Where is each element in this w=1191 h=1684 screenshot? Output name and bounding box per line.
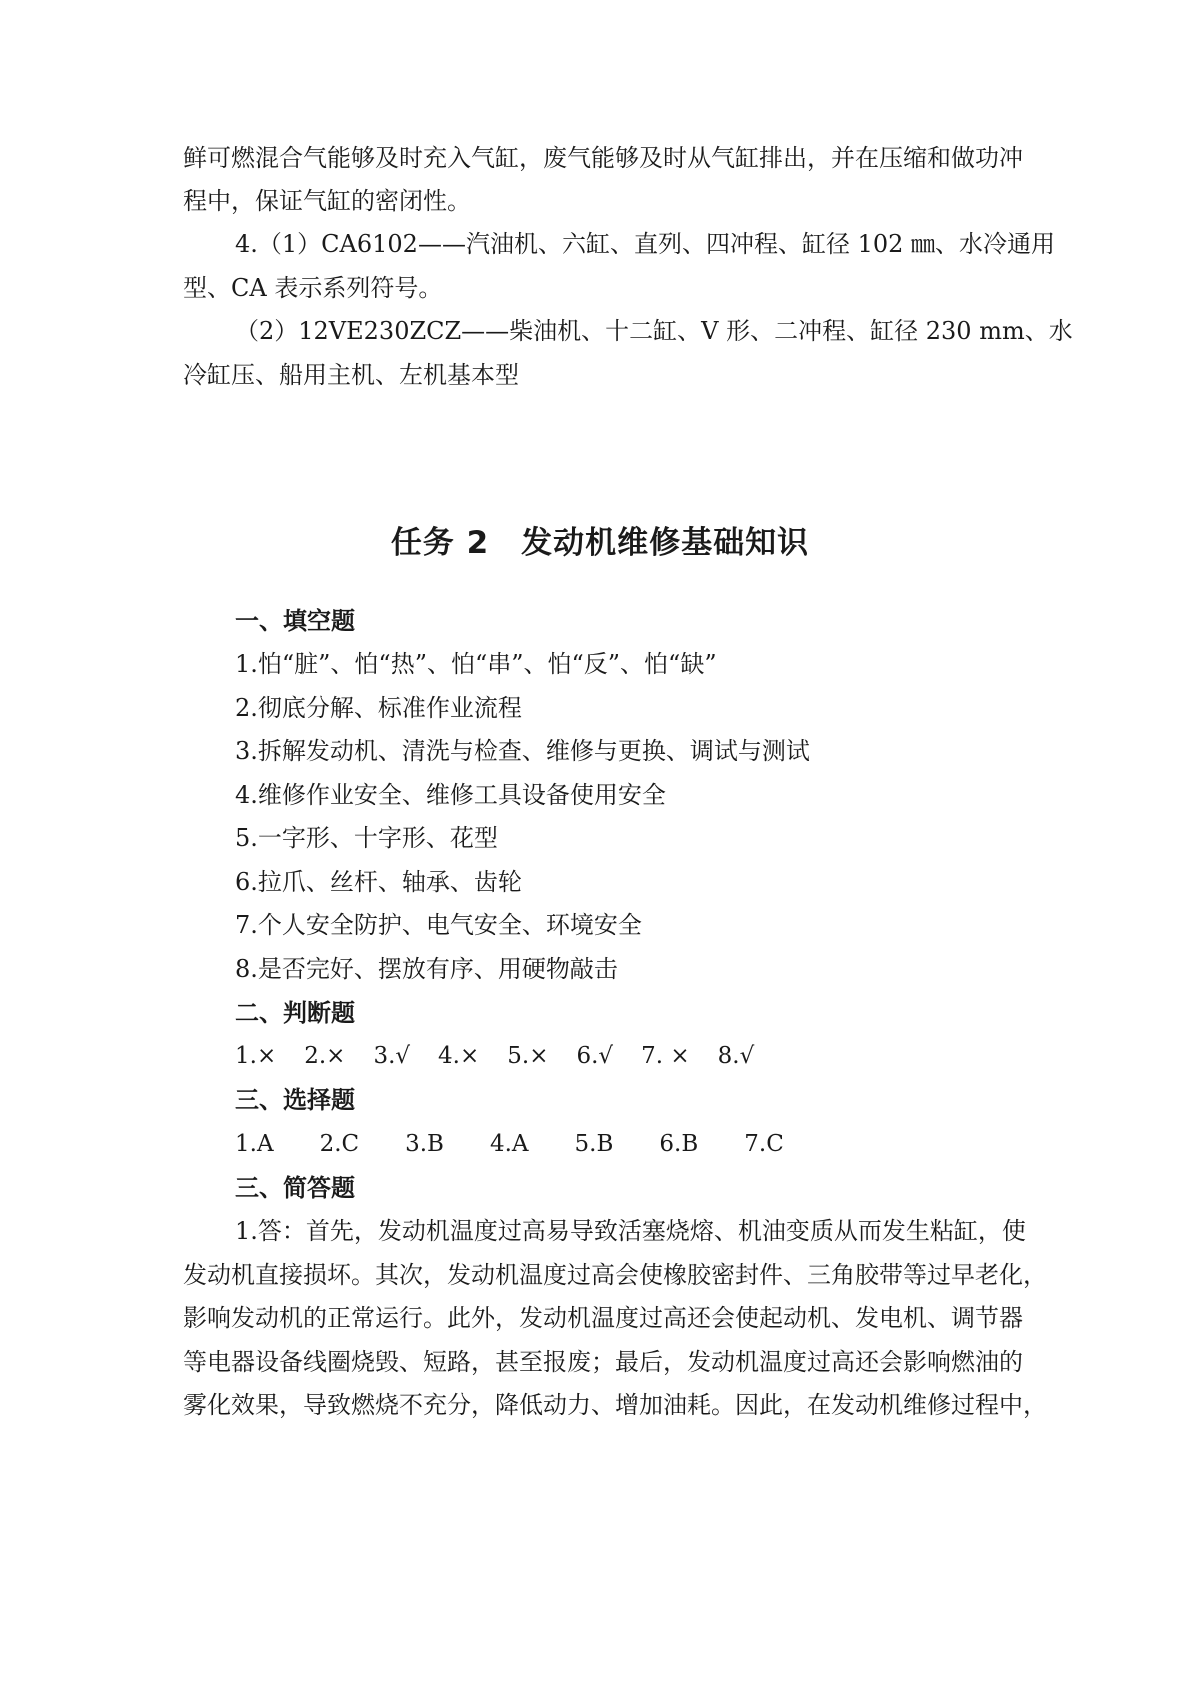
heading-short-answer: 三、简答题 xyxy=(235,1174,355,1202)
list-item: 6.拉爪、丝杆、轴承、齿轮 xyxy=(235,868,522,896)
section-title: 任务 2 发动机维修基础知识 xyxy=(390,525,810,561)
answer: 4.× xyxy=(438,1043,480,1069)
answer: 3.√ xyxy=(373,1043,411,1069)
paragraph-line: 发动机直接损坏。其次，发动机温度过高会使橡胶密封件、三角胶带等过早老化， xyxy=(183,1261,1047,1289)
paragraph-line: 冷缸压、船用主机、左机基本型 xyxy=(183,361,519,389)
heading-multiple-choice: 三、选择题 xyxy=(235,1086,355,1114)
paragraph-line: （2）12VE230ZCZ——柴油机、十二缸、V 形、二冲程、缸径 230 mm、水 xyxy=(235,317,1073,345)
paragraph-line: 4.（1）CA6102——汽油机、六缸、直列、四冲程、缸径 102 ㎜、水冷通用 xyxy=(235,230,1056,258)
paragraph-line: 等电器设备线圈烧毁、短路，甚至报废；最后，发动机温度过高还会影响燃油的 xyxy=(183,1348,1023,1376)
answer: 2.C xyxy=(319,1131,360,1157)
paragraph-line: 雾化效果，导致燃烧不充分，降低动力、增加油耗。因此，在发动机维修过程中， xyxy=(183,1391,1047,1419)
answer: 2.× xyxy=(304,1043,346,1069)
answer: 3.B xyxy=(405,1131,444,1157)
list-item: 2.彻底分解、标准作业流程 xyxy=(235,694,522,722)
list-item: 5.一字形、十字形、花型 xyxy=(235,824,498,852)
list-item: 7.个人安全防护、电气安全、环境安全 xyxy=(235,911,642,939)
answer: 4.A xyxy=(489,1131,529,1157)
true-false-answers xyxy=(235,1040,782,1072)
answer: 5.B xyxy=(574,1131,614,1157)
answer: 7. × xyxy=(641,1043,690,1069)
paragraph-line: 型、CA 表示系列符号。 xyxy=(183,274,443,302)
answer: 1.A xyxy=(235,1131,274,1157)
answer: 7.C xyxy=(744,1131,784,1157)
list-item: 3.拆解发动机、清洗与检查、维修与更换、调试与测试 xyxy=(235,737,810,765)
list-item: 4.维修作业安全、维修工具设备使用安全 xyxy=(235,781,666,809)
paragraph-line: 程中，保证气缸的密闭性。 xyxy=(183,187,471,215)
answer: 5.× xyxy=(507,1043,549,1069)
paragraph-line: 影响发动机的正常运行。此外，发动机温度过高还会使起动机、发电机、调节器 xyxy=(183,1304,1023,1332)
answer: 6.B xyxy=(659,1131,699,1157)
answer: 6.√ xyxy=(576,1043,614,1069)
choice-answers xyxy=(235,1128,830,1160)
heading-true-false: 二、判断题 xyxy=(235,999,355,1027)
paragraph-line: 鲜可燃混合气能够及时充入气缸，废气能够及时从气缸排出，并在压缩和做功冲 xyxy=(183,144,1023,172)
paragraph-line: 1.答：首先，发动机温度过高易导致活塞烧熔、机油变质从而发生粘缸，使 xyxy=(235,1217,1026,1245)
answer: 8.√ xyxy=(717,1043,755,1069)
heading-fill-in: 一、填空题 xyxy=(235,607,355,635)
answer: 1.× xyxy=(235,1043,277,1069)
list-item: 8.是否完好、摆放有序、用硬物敲击 xyxy=(235,955,618,983)
list-item: 1.怕“脏”、怕“热”、怕“串”、怕“反”、怕“缺” xyxy=(235,650,717,678)
